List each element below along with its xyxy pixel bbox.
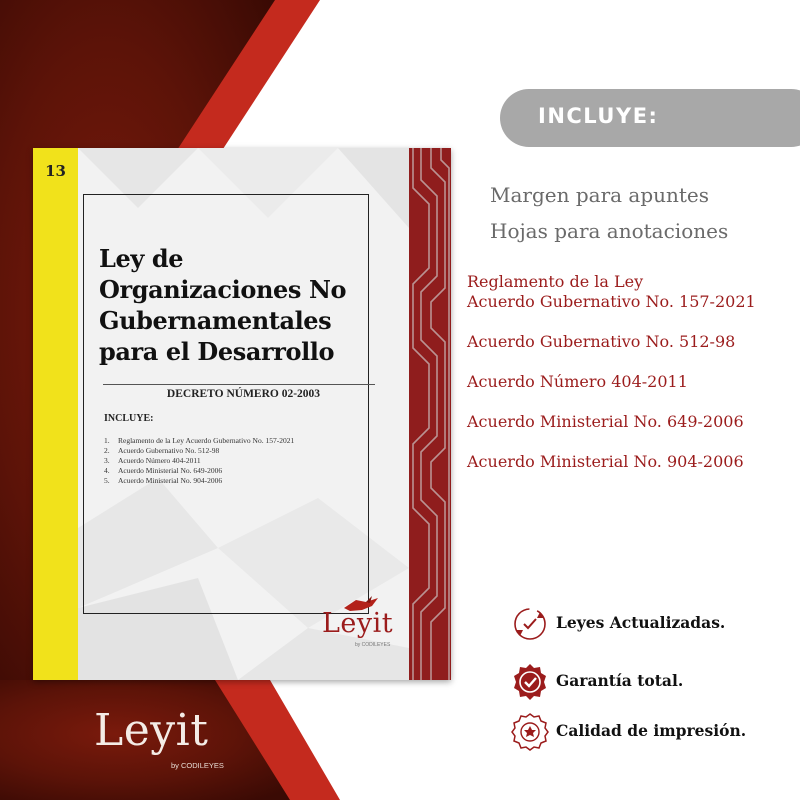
book-cover [33, 148, 451, 680]
feature-item: Margen para apuntes [490, 183, 710, 207]
cover-logo-text: Leyit [322, 608, 394, 639]
list-item-number: 3. [104, 456, 110, 465]
brand-name: Leyit [94, 705, 209, 756]
spine-pattern [409, 148, 451, 680]
includes-banner [500, 89, 800, 147]
list-item-number: 2. [104, 446, 110, 455]
cover-yellow-band [33, 148, 78, 680]
brand-sub: by CODILEYES [171, 761, 224, 770]
cover-spine [409, 148, 451, 680]
cover-includes-list [104, 436, 294, 486]
document-item: Acuerdo Gubernativo No. 512-98 [467, 332, 736, 351]
badge-label: Garantía total. [556, 671, 684, 690]
badge-guarantee [510, 662, 800, 702]
features-list [490, 177, 728, 249]
badge-label: Calidad de impresión. [556, 721, 747, 740]
cover-includes-label: INCLUYE: [104, 413, 154, 424]
document-item: Acuerdo Gubernativo No. 157-2021 [467, 292, 756, 311]
document-item: Reglamento de la Ley [467, 272, 644, 291]
cover-logo [322, 596, 397, 651]
list-item [104, 456, 294, 466]
list-item [104, 436, 294, 446]
list-item-text: Acuerdo Ministerial No. 904-2006 [118, 476, 223, 485]
volume-number: 13 [45, 162, 66, 180]
check-badge-icon [510, 662, 550, 702]
list-item [104, 466, 294, 476]
refresh-icon [510, 604, 550, 644]
cover-title-line: para el Desarrollo [99, 337, 335, 366]
list-item [104, 476, 294, 486]
list-item-text: Acuerdo Ministerial No. 649-2006 [118, 466, 223, 475]
cover-decree: DECRETO NÚMERO 02-2003 [166, 388, 321, 400]
list-item-number: 1. [104, 436, 110, 445]
cover-title-line: Ley de [99, 244, 184, 273]
quality-ribbon-icon [510, 712, 550, 752]
cover-title [99, 243, 379, 367]
list-item-number: 4. [104, 466, 110, 475]
cover-title-line: Gubernamentales [99, 306, 332, 335]
includes-banner-label: INCLUYE: [538, 104, 659, 128]
document-item: Acuerdo Ministerial No. 649-2006 [467, 412, 744, 431]
list-item [104, 446, 294, 456]
cover-title-line: Organizaciones No [99, 275, 347, 304]
badge-print-quality [510, 712, 800, 752]
list-item-number: 5. [104, 476, 110, 485]
cover-logo-sub: by CODILEYES [355, 642, 391, 648]
document-item: Acuerdo Ministerial No. 904-2006 [467, 452, 744, 471]
document-item: Acuerdo Número 404-2011 [467, 372, 688, 391]
brand-logo [94, 705, 234, 775]
list-item-text: Reglamento de la Ley Acuerdo Gubernativo No. 157-2021 [118, 436, 295, 445]
list-item-text: Acuerdo Gubernativo No. 512-98 [118, 446, 220, 455]
badge-updated-laws [510, 604, 800, 644]
feature-item: Hojas para anotaciones [490, 219, 729, 243]
list-item-text: Acuerdo Número 404-2011 [118, 456, 201, 465]
cover-divider [103, 384, 375, 385]
badge-label: Leyes Actualizadas. [556, 613, 726, 632]
